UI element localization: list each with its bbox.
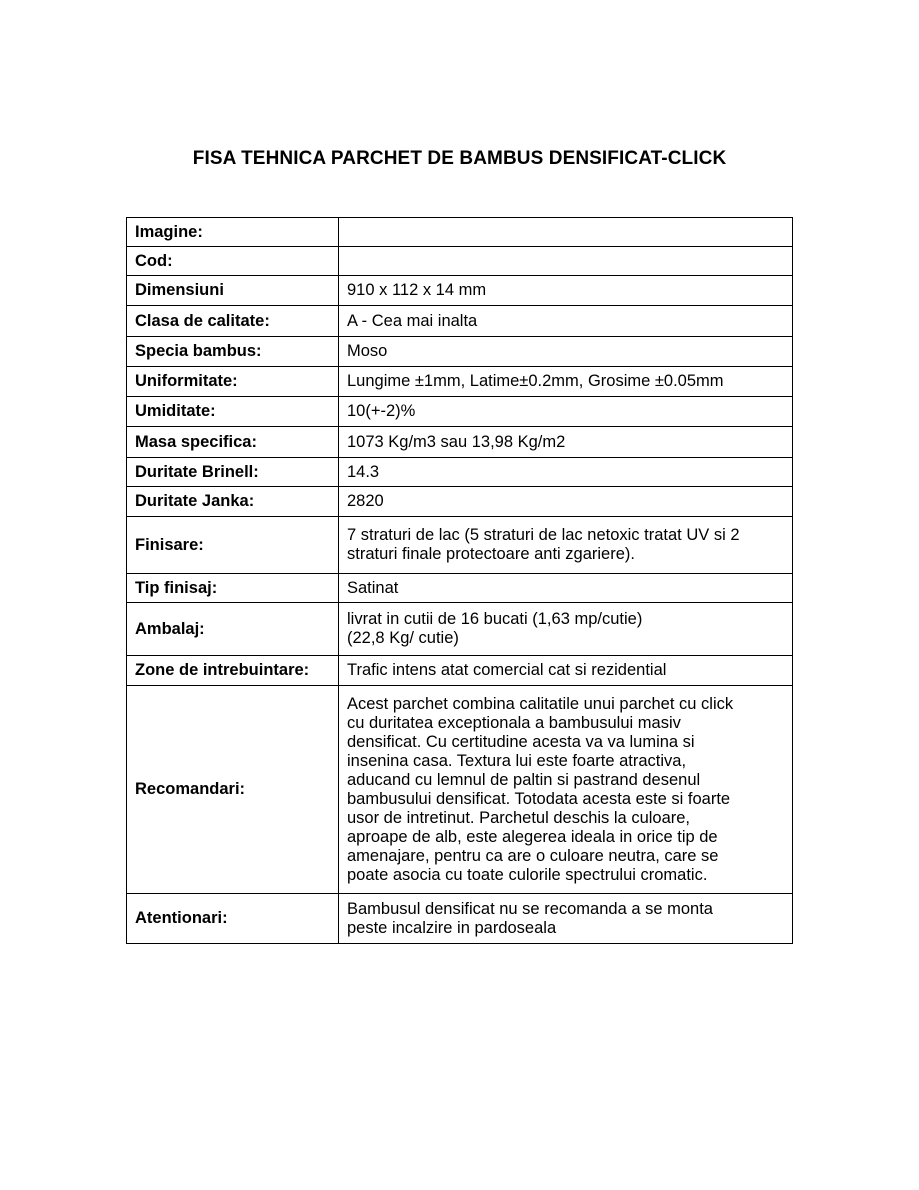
table-row bbox=[127, 603, 793, 656]
table-row bbox=[127, 367, 793, 397]
row-label: Atentionari: bbox=[127, 894, 339, 944]
table-row bbox=[127, 306, 793, 337]
row-value: 910 x 112 x 14 mm bbox=[339, 276, 793, 306]
row-label: Uniformitate: bbox=[127, 367, 339, 397]
row-value: Acest parchet combina calitatile unui parchet cu click cu duritatea exceptionala a bambusului masiv densificat. Cu certitudine acesta va va lumina si insenina casa. Textura lui este foarte atractiva, aducand cu lemnul de paltin si pastrand desenul bambusului densificat. Totodata acesta este si foarte usor de intretinut. Parchetul deschis la culoare, aproape de alb, este alegerea ideala in orice tip de amenajare, pentru ca are o culoare neutra, care se poate asocia cu toate culorile spectrului cromatic. bbox=[339, 686, 793, 894]
row-label: Umiditate: bbox=[127, 397, 339, 427]
row-label: Duritate Janka: bbox=[127, 487, 339, 517]
row-value: 14.3 bbox=[339, 458, 793, 487]
row-value: 7 straturi de lac (5 straturi de lac netoxic tratat UV si 2 straturi finale protectoare anti zgariere). bbox=[339, 517, 793, 574]
table-row bbox=[127, 458, 793, 487]
table-row bbox=[127, 218, 793, 247]
row-label: Zone de intrebuintare: bbox=[127, 656, 339, 686]
row-label: Cod: bbox=[127, 247, 339, 276]
table-row bbox=[127, 656, 793, 686]
row-label: Imagine: bbox=[127, 218, 339, 247]
row-label: Masa specifica: bbox=[127, 427, 339, 458]
row-value: A - Cea mai inalta bbox=[339, 306, 793, 337]
table-row bbox=[127, 686, 793, 894]
row-value: Satinat bbox=[339, 574, 793, 603]
spec-table bbox=[126, 217, 793, 944]
row-value: Trafic intens atat comercial cat si rezidential bbox=[339, 656, 793, 686]
table-row bbox=[127, 487, 793, 517]
page-title: FISA TEHNICA PARCHET DE BAMBUS DENSIFICAT-CLICK bbox=[192, 148, 727, 169]
row-value: Bambusul densificat nu se recomanda a se monta peste incalzire in pardoseala bbox=[339, 894, 793, 944]
table-row bbox=[127, 574, 793, 603]
row-value bbox=[339, 247, 793, 276]
table-row bbox=[127, 247, 793, 276]
table-row bbox=[127, 276, 793, 306]
row-value: livrat in cutii de 16 bucati (1,63 mp/cutie) (22,8 Kg/ cutie) bbox=[339, 603, 793, 656]
row-label: Ambalaj: bbox=[127, 603, 339, 656]
row-label: Recomandari: bbox=[127, 686, 339, 894]
table-row bbox=[127, 894, 793, 944]
row-label: Duritate Brinell: bbox=[127, 458, 339, 487]
table-row bbox=[127, 517, 793, 574]
row-value: 1073 Kg/m3 sau 13,98 Kg/m2 bbox=[339, 427, 793, 458]
row-value: Moso bbox=[339, 337, 793, 367]
table-row bbox=[127, 397, 793, 427]
row-label: Finisare: bbox=[127, 517, 339, 574]
row-label: Tip finisaj: bbox=[127, 574, 339, 603]
row-value: 2820 bbox=[339, 487, 793, 517]
row-value bbox=[339, 218, 793, 247]
table-row bbox=[127, 337, 793, 367]
row-value: 10(+-2)% bbox=[339, 397, 793, 427]
row-label: Specia bambus: bbox=[127, 337, 339, 367]
row-label: Clasa de calitate: bbox=[127, 306, 339, 337]
row-label: Dimensiuni bbox=[127, 276, 339, 306]
table-row bbox=[127, 427, 793, 458]
row-value: Lungime ±1mm, Latime±0.2mm, Grosime ±0.05mm bbox=[339, 367, 793, 397]
